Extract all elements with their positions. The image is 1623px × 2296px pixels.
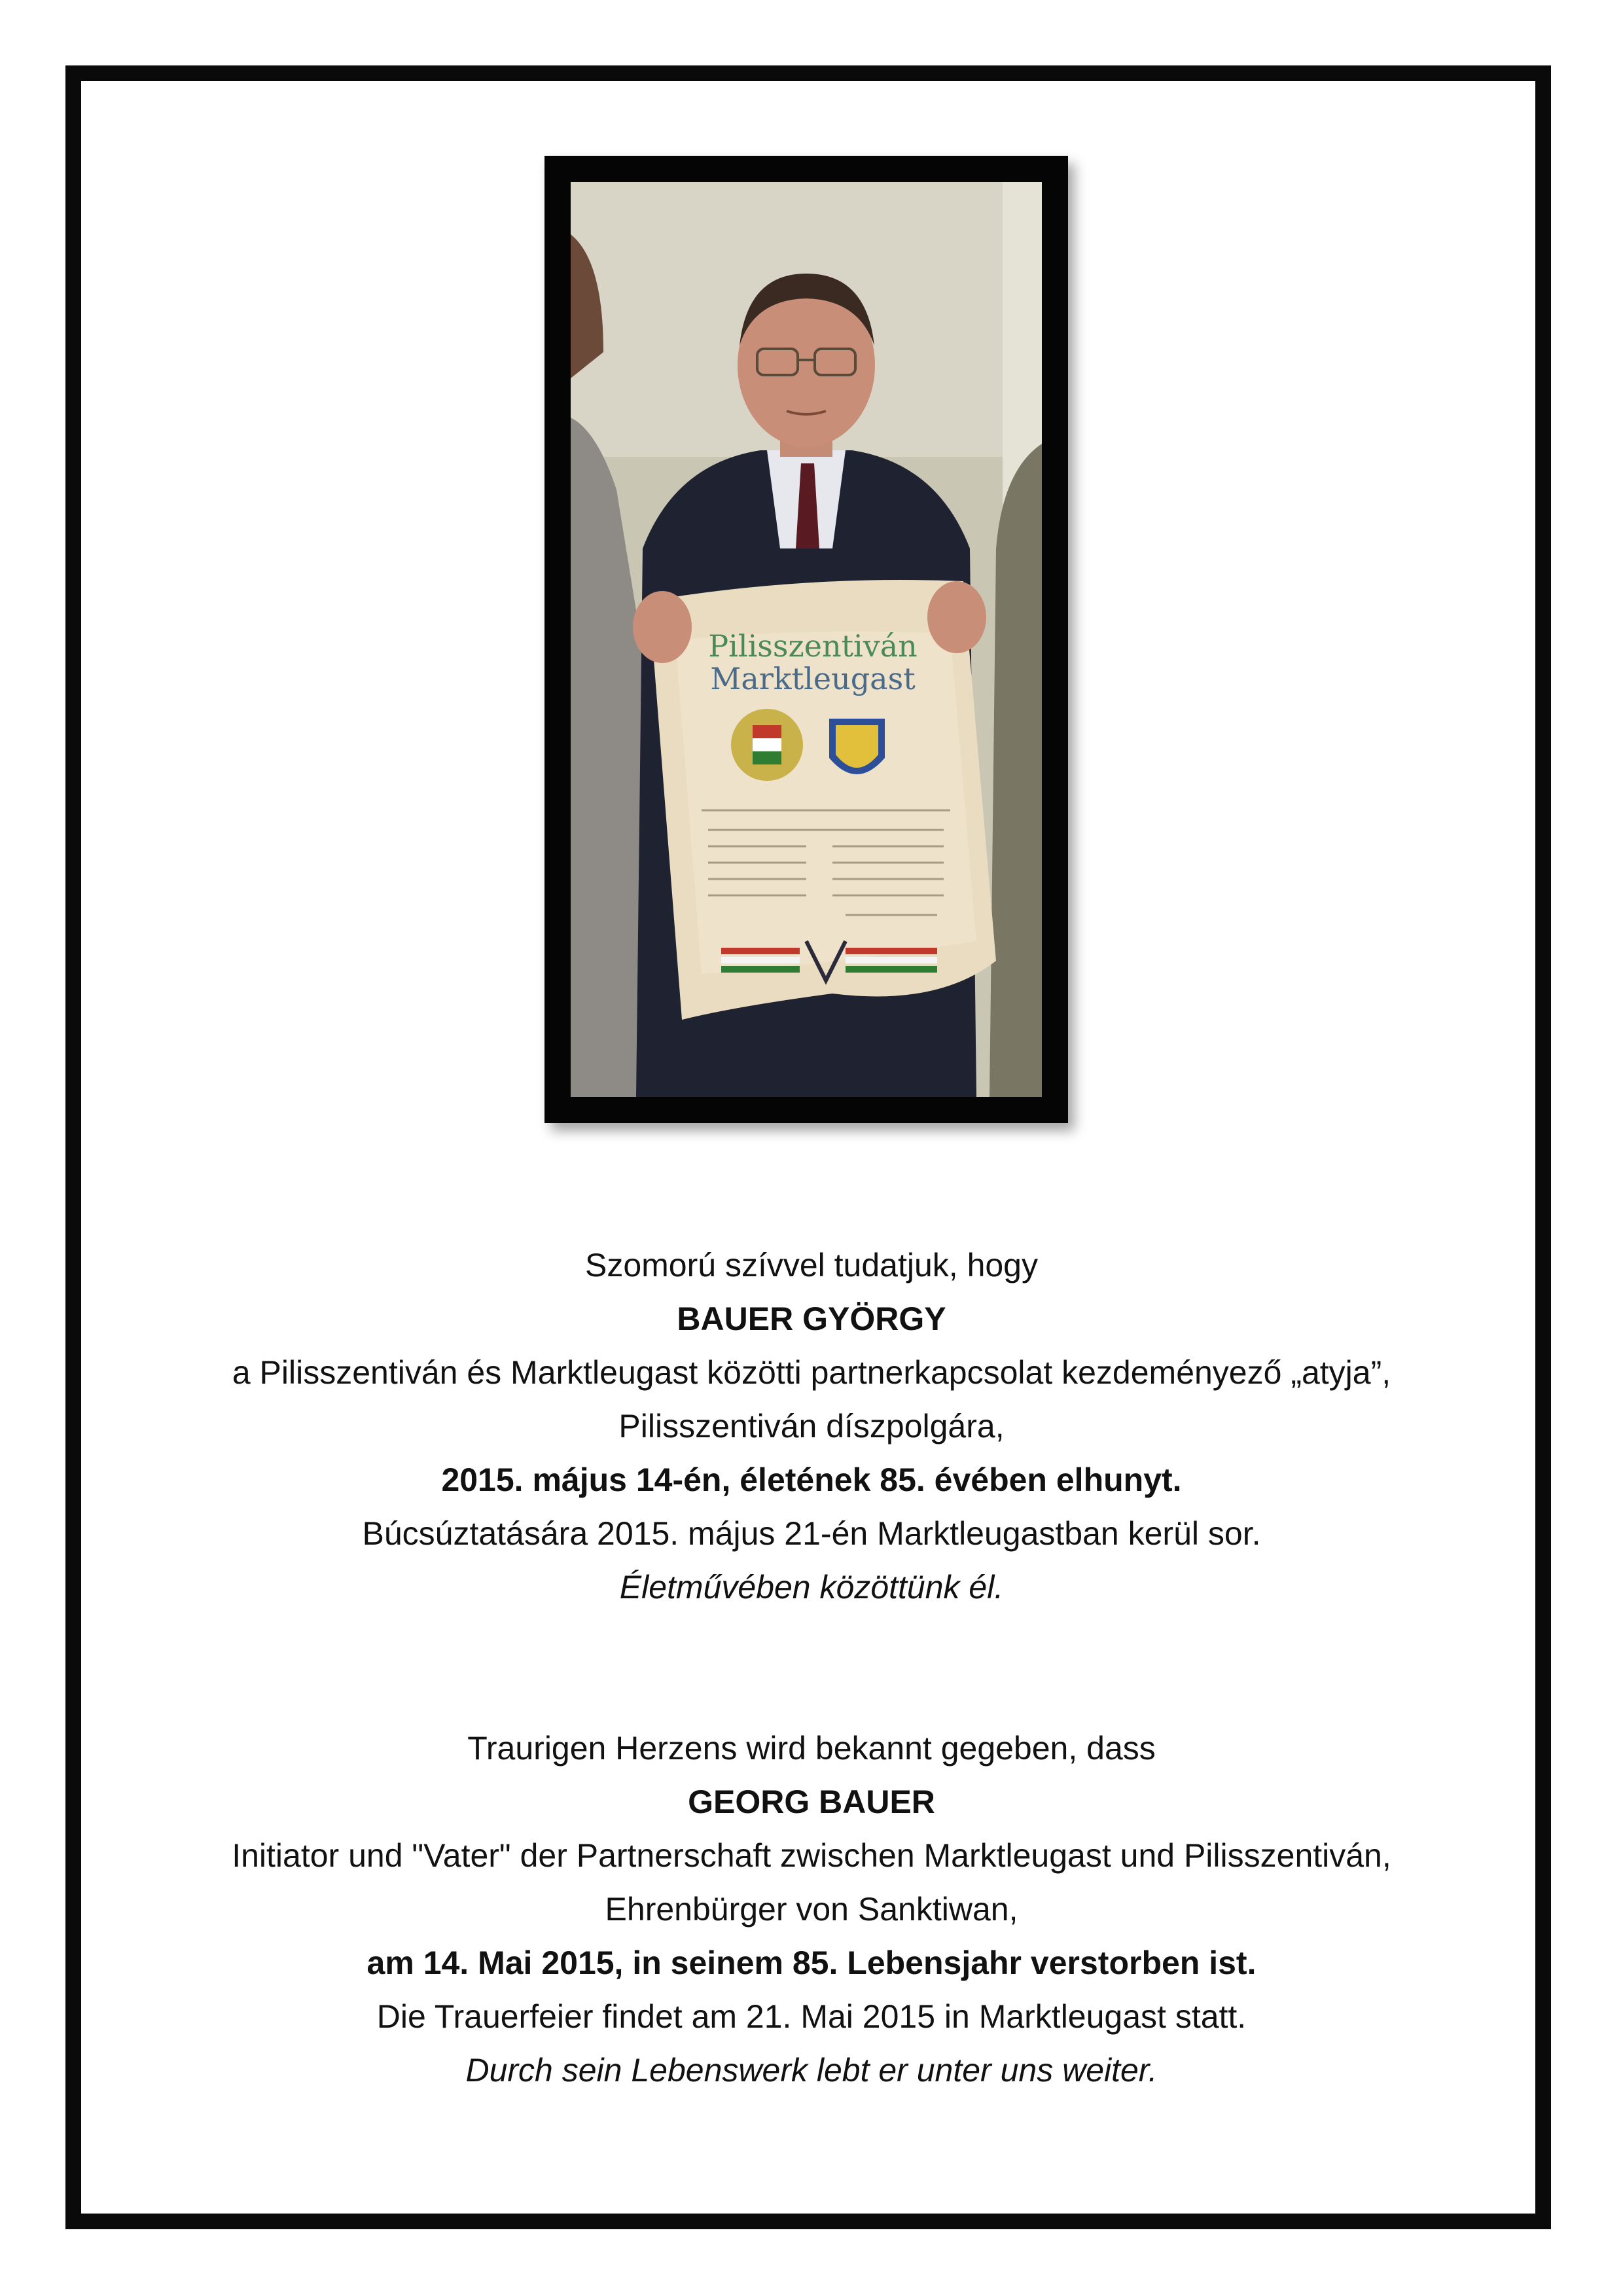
poster-title-line1: Pilisszentiván bbox=[708, 628, 918, 664]
poster-title-line2: Marktleugast bbox=[710, 661, 916, 696]
hu-death: 2015. május 14-én, életének 85. évében elhunyt. bbox=[441, 1462, 1182, 1498]
hungarian-announcement bbox=[81, 1238, 1542, 1614]
hu-intro: Szomorú szívvel tudatjuk, hogy bbox=[585, 1247, 1038, 1283]
hu-name: BAUER GYÖRGY bbox=[677, 1300, 946, 1337]
de-name: GEORG BAUER bbox=[688, 1784, 935, 1820]
de-funeral: Die Trauerfeier findet am 21. Mai 2015 in Marktleugast statt. bbox=[376, 1998, 1247, 2035]
portrait-photo bbox=[571, 182, 1042, 1097]
portrait-photo-illustration bbox=[571, 182, 1042, 1097]
de-role: Initiator und "Vater" der Partnerschaft zwischen Marktleugast und Pilisszentiván, bbox=[232, 1837, 1391, 1874]
hu-honor: Pilisszentiván díszpolgára, bbox=[618, 1408, 1005, 1444]
hu-closing: Életművében közöttünk él. bbox=[619, 1569, 1004, 1605]
hu-role: a Pilisszentiván és Marktleugast közötti partnerkapcsolat kezdeményező „atyja”, bbox=[232, 1354, 1391, 1391]
hu-funeral: Búcsúztatására 2015. május 21-én Marktleugastban kerül sor. bbox=[362, 1515, 1261, 1552]
de-honor: Ehrenbürger von Sanktiwan, bbox=[605, 1891, 1018, 1928]
photo-frame bbox=[544, 156, 1068, 1123]
de-intro: Traurigen Herzens wird bekannt gegeben, dass bbox=[467, 1730, 1156, 1767]
de-closing: Durch sein Lebenswerk lebt er unter uns weiter. bbox=[465, 2052, 1158, 2089]
de-death: am 14. Mai 2015, in seinem 85. Lebensjahr verstorben ist. bbox=[366, 1945, 1257, 1981]
german-announcement bbox=[81, 1721, 1542, 2097]
